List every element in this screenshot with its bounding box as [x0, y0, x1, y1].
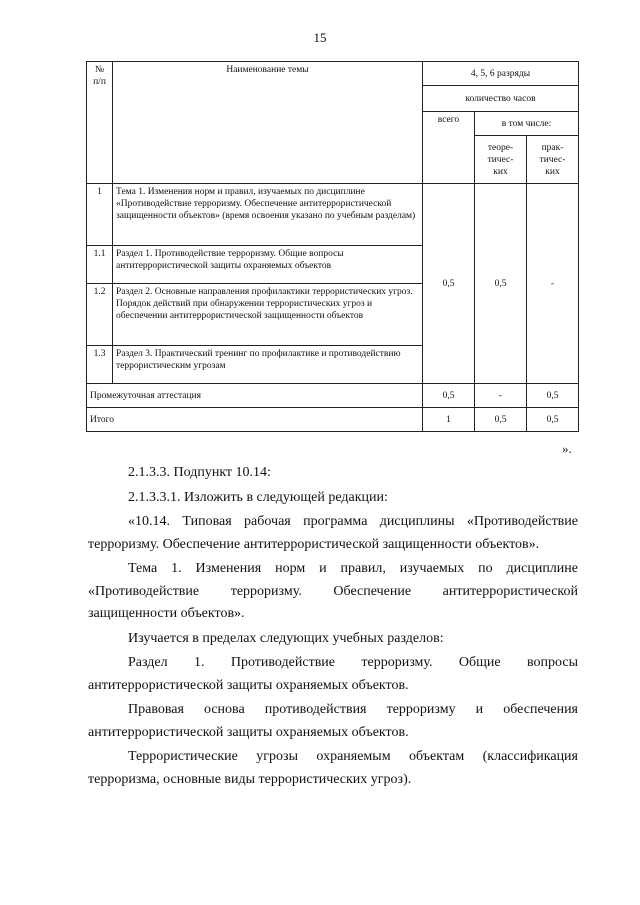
curriculum-table: [86, 61, 579, 432]
merged-practice: -: [527, 184, 579, 384]
itogo-theory: 0,5: [475, 408, 527, 432]
header-grades: 4, 5, 6 разряды: [423, 62, 579, 86]
header-including: в том числе:: [475, 112, 579, 136]
paragraph: 2.1.3.3. Подпункт 10.14:: [128, 465, 271, 480]
merged-total: 0,5: [423, 184, 475, 384]
paragraph: Правовая основа противодействия терроризму и обеспечения антитеррористической защиты охраняемых объектов.: [88, 702, 578, 740]
paragraph: 2.1.3.3.1. Изложить в следующей редакции:: [128, 489, 388, 505]
paragraph: Тема 1. Изменения норм и правил, изучаемых по дисциплине «Противодействие терроризму. Обеспечение антитеррористической защищенности объектов».: [88, 561, 578, 621]
header-num: № п/п: [87, 62, 113, 184]
header-practice: прак- тичес- ких: [527, 136, 579, 184]
row-num: 1: [87, 184, 113, 246]
intermediate-label: Промежуточная аттестация: [87, 384, 423, 408]
intermediate-practice: 0,5: [527, 384, 579, 408]
intermediate-total: 0,5: [423, 384, 475, 408]
header-hours: количество часов: [423, 86, 579, 112]
header-name: Наименование темы: [113, 62, 423, 184]
itogo-label: Итого: [87, 408, 423, 432]
closing-quote: ».: [562, 441, 572, 456]
page-number: 15: [313, 30, 327, 45]
merged-theory: 0,5: [475, 184, 527, 384]
row-num: 1.1: [87, 246, 113, 284]
row-name: Раздел 2. Основные направления профилактики террористических угроз. Порядок действий при обнаружении террористических угроз и обеспечении антитеррористической защищенности объектов: [113, 284, 423, 346]
paragraph: Террористические угрозы охраняемым объектам (классификация терроризма, основные виды террористических угроз).: [88, 749, 578, 787]
row-name: Раздел 1. Противодействие терроризму. Общие вопросы антитеррористической защиты охраняемых объектов: [113, 246, 423, 284]
body-text: [88, 462, 578, 791]
header-total: всего: [423, 112, 475, 184]
header-theory: теоре- тичес- ких: [475, 136, 527, 184]
itogo-practice: 0,5: [527, 408, 579, 432]
itogo-total: 1: [423, 408, 475, 432]
row-name: Тема 1. Изменения норм и правил, изучаемых по дисциплине «Противодействие терроризму. Обеспечение антитеррористической защищенности объектов» (время освоения указано по учебным разделам): [113, 184, 423, 246]
intermediate-theory: -: [475, 384, 527, 408]
paragraph: Изучается в пределах следующих учебных разделов:: [128, 630, 444, 646]
row-name: Раздел 3. Практический тренинг по профилактике и противодействию террористическим угрозам: [113, 346, 423, 384]
paragraph: «10.14. Типовая рабочая программа дисциплины «Противодействие терроризму. Обеспечение антитеррористической защищенности объектов».: [88, 514, 578, 552]
row-num: 1.3: [87, 346, 113, 384]
paragraph: Раздел 1. Противодействие терроризму. Общие вопросы антитеррористической защиты охраняемых объектов.: [88, 655, 578, 693]
row-num: 1.2: [87, 284, 113, 346]
